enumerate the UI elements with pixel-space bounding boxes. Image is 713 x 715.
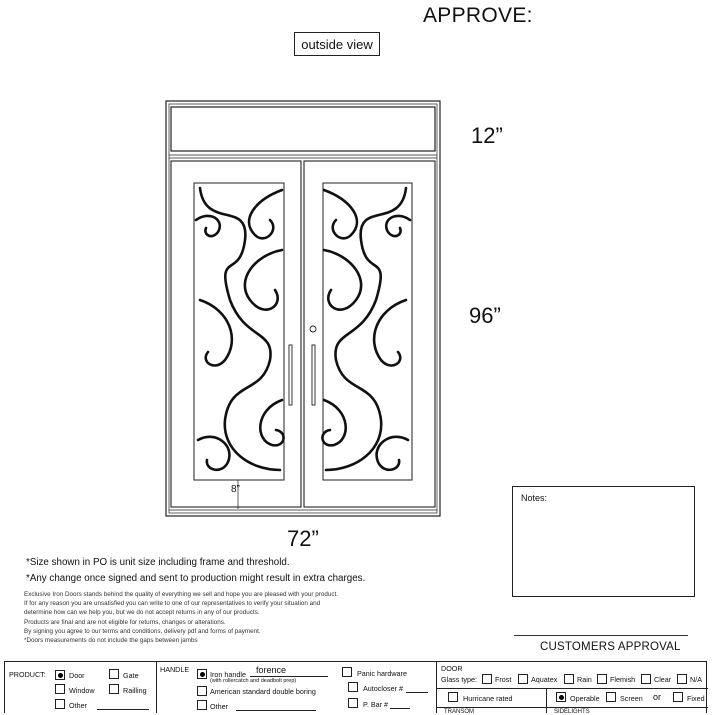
transom-height-label: 12”: [471, 123, 503, 148]
other-option-label: Other: [69, 701, 87, 710]
american-standard-label: American standard double boring: [210, 687, 316, 696]
left-scrollwork: [196, 188, 284, 470]
panic-hardware-label: Panic hardware: [357, 669, 407, 678]
flemish-checkbox[interactable]: [597, 674, 607, 684]
flemish-label: Flemish: [610, 675, 636, 684]
change-note: *Any change once signed and sent to production might result in extra charges.: [26, 573, 366, 584]
rain-label: Rain: [577, 675, 592, 684]
or-label: or: [653, 692, 662, 702]
iron-handle-value[interactable]: forence: [256, 665, 287, 675]
fixed-label: Fixed: [687, 694, 705, 703]
transom-label: TRANSOM: [444, 709, 474, 715]
iron-handle-checkbox[interactable]: [197, 669, 207, 679]
left-glass: [194, 183, 284, 480]
glass-type-label: Glass type:: [441, 675, 477, 684]
door-frame: [166, 101, 440, 516]
pbar-label: P. Bar #: [363, 700, 389, 709]
fine-print: [24, 590, 414, 645]
rain-checkbox[interactable]: [564, 674, 574, 684]
autocloser-label: Autocloser #: [363, 684, 403, 693]
door-section: [436, 662, 708, 713]
fine-line: *Doors measurements do not include the gaps between jambs: [24, 637, 198, 645]
handle-section: [156, 662, 437, 713]
autocloser-field[interactable]: [406, 692, 428, 693]
door-divider: [436, 688, 708, 689]
right-glass: [323, 183, 412, 480]
approval-signature-line[interactable]: [514, 635, 688, 636]
deadbolt: [310, 326, 316, 332]
door-vertical-divider: [546, 688, 547, 713]
autocloser-checkbox[interactable]: [348, 682, 358, 692]
order-form: [4, 661, 707, 713]
operable-checkbox[interactable]: [556, 692, 566, 702]
frost-label: Frost: [495, 675, 512, 684]
iron-handle-note: (with rollercatch and deadbolt prep): [210, 678, 297, 684]
sidelights-label: SIDELIGHTS: [554, 709, 590, 715]
notes-label: Notes:: [521, 493, 548, 503]
gate-option-label: Gate: [123, 671, 139, 680]
na-label: N/A: [690, 675, 702, 684]
clear-label: Clear: [654, 675, 672, 684]
frost-checkbox[interactable]: [482, 674, 492, 684]
product-section: [5, 662, 157, 713]
fine-line: Exclusive Iron Doors stands behind the quality of everything we sell and hope you are pleased with your product.: [24, 591, 338, 598]
door-label: DOOR: [441, 664, 463, 673]
approve-title: APPROVE:: [423, 4, 533, 27]
fine-line: determine how can we help you, but we do not accept returns in any of our products.: [24, 609, 260, 617]
aquatex-label: Aquatex: [531, 675, 558, 684]
door-checkbox[interactable]: [55, 670, 65, 680]
size-note: *Size shown in PO is unit size including frame and threshold.: [26, 557, 290, 568]
other-product-field[interactable]: [97, 709, 149, 710]
operable-label: Operable: [570, 694, 600, 703]
handle-label: HANDLE: [160, 665, 190, 674]
pbar-checkbox[interactable]: [348, 698, 358, 708]
fine-line: Products are final and are not eligible for returns, changes or alterations.: [24, 618, 226, 626]
iron-handle-label: Iron handle: [210, 670, 246, 679]
other-product-checkbox[interactable]: [55, 699, 65, 709]
screen-checkbox[interactable]: [606, 692, 616, 702]
fine-line: If for any reason you are unsatisfied you can write to one of our representatives to verify your situation and: [24, 600, 321, 608]
panic-hardware-checkbox[interactable]: [342, 667, 352, 677]
approval-label: CUSTOMERS APPROVAL: [540, 641, 681, 653]
clear-checkbox[interactable]: [641, 674, 651, 684]
left-door-leaf: [171, 161, 301, 507]
na-checkbox[interactable]: [677, 674, 687, 684]
window-option-label: Window: [69, 686, 95, 695]
fine-line: By signing you agree to our terms and conditions, delivery pdf and forms of payment.: [24, 627, 261, 635]
other-handle-checkbox[interactable]: [197, 700, 207, 710]
threshold-label: 8”: [231, 484, 240, 495]
door-width-label: 72”: [287, 526, 319, 551]
window-checkbox[interactable]: [55, 684, 65, 694]
left-handle: [289, 345, 292, 405]
right-scrollwork: [322, 188, 410, 470]
other-handle-label: Other: [210, 702, 228, 711]
door-option-label: Door: [69, 671, 85, 680]
iron-handle-field-line: [250, 676, 328, 677]
aquatex-checkbox[interactable]: [518, 674, 528, 684]
fixed-checkbox[interactable]: [673, 692, 683, 702]
transom-panel: [171, 107, 435, 151]
door-height-label: 96”: [469, 303, 501, 328]
right-door-leaf: [304, 161, 435, 507]
gate-checkbox[interactable]: [109, 669, 119, 679]
other-handle-field[interactable]: [236, 710, 316, 711]
hurricane-label: Hurricane rated: [463, 694, 513, 703]
product-label: PRODUCT:: [9, 670, 46, 679]
door-bottom-divider: [436, 707, 708, 708]
american-standard-checkbox[interactable]: [197, 686, 207, 696]
screen-label: Screen: [620, 694, 643, 703]
railling-option-label: Railling: [123, 686, 147, 695]
railling-checkbox[interactable]: [109, 684, 119, 694]
right-handle: [312, 345, 315, 405]
view-label: outside view: [294, 32, 380, 56]
pbar-field[interactable]: [390, 708, 410, 709]
hurricane-checkbox[interactable]: [448, 692, 458, 702]
